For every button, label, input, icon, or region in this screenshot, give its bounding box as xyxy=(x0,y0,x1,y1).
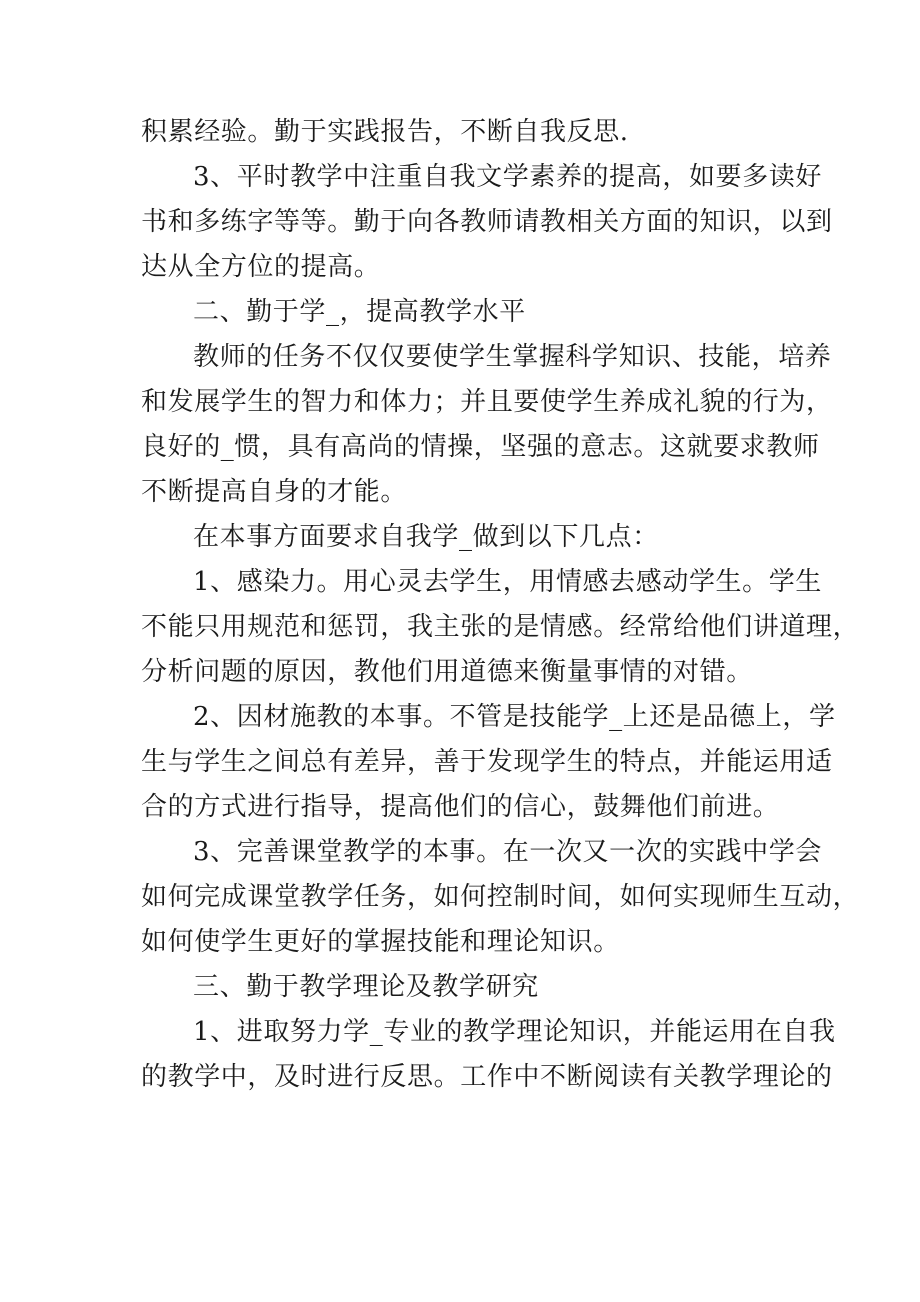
section-heading: 三、勤于教学理论及教学研究 xyxy=(193,972,539,1002)
text-line: 合的方式进行指导，提高他们的信心，鼓舞他们前进。 xyxy=(141,792,780,822)
text-line: 积累经验。勤于实践报告，不断自我反思. xyxy=(141,117,629,147)
text-line: 1、感染力。用心灵去学生，用情感去感动学生。学生 xyxy=(193,567,822,597)
text-line: 如何完成课堂教学任务，如何控制时间，如何实现师生互动， xyxy=(141,882,860,912)
text-line: 2、因材施教的本事。不管是技能学_上还是品德上，学 xyxy=(193,702,836,732)
text-line: 达从全方位的提高。 xyxy=(141,252,381,282)
section-heading: 二、勤于学_，提高教学水平 xyxy=(193,297,526,327)
text-line: 在本事方面要求自我学_做到以下几点： xyxy=(193,522,659,552)
document-body xyxy=(141,110,860,1100)
text-line: 不能只用规范和惩罚，我主张的是情感。经常给他们讲道理， xyxy=(141,612,860,642)
text-line: 如何使学生更好的掌握技能和理论知识。 xyxy=(141,927,620,957)
text-line: 的教学中，及时进行反思。工作中不断阅读有关教学理论的 xyxy=(141,1062,833,1092)
text-line: 3、平时教学中注重自我文学素养的提高，如要多读好 xyxy=(193,162,822,192)
text-line: 3、完善课堂教学的本事。在一次又一次的实践中学会 xyxy=(193,837,822,867)
text-line: 1、进取努力学_专业的教学理论知识，并能运用在自我 xyxy=(193,1017,836,1047)
text-line: 分析问题的原因，教他们用道德来衡量事情的对错。 xyxy=(141,657,753,687)
text-line: 良好的_惯，具有高尚的情操，坚强的意志。这就要求教师 xyxy=(141,432,820,462)
text-line: 书和多练字等等。勤于向各教师请教相关方面的知识，以到 xyxy=(141,207,833,237)
text-line: 生与学生之间总有差异，善于发现学生的特点，并能运用适 xyxy=(141,747,833,777)
text-line: 教师的任务不仅仅要使学生掌握科学知识、技能，培养 xyxy=(193,342,832,372)
text-line: 和发展学生的智力和体力；并且要使学生养成礼貌的行为， xyxy=(141,387,833,417)
text-line: 不断提高自身的才能。 xyxy=(141,477,408,507)
